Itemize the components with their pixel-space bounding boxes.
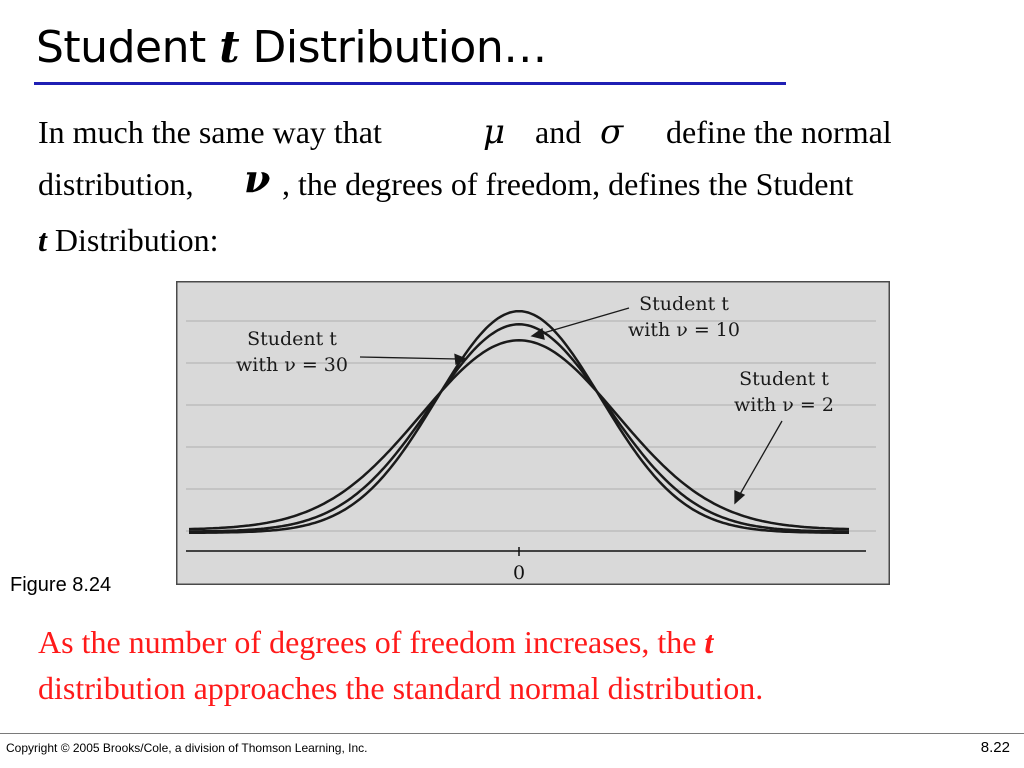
slide-title: [36, 22, 547, 73]
title-suffix: Distribution…: [239, 22, 547, 73]
sigma-symbol: σ: [600, 112, 624, 152]
label-nu-10-line1: Student t: [639, 293, 729, 315]
title-prefix: Student: [36, 22, 220, 73]
conclusion-line-1-text: As the number of degrees of freedom increases, the: [38, 624, 705, 660]
figure-caption: Figure 8.24: [10, 574, 112, 596]
conclusion-line-1: [38, 624, 713, 661]
label-nu-2-line2: with ν = 2: [734, 394, 834, 416]
intro-t: t: [38, 222, 47, 258]
label-nu-30-line1: Student t: [247, 328, 337, 350]
intro-line-3-text: Distribution:: [46, 222, 219, 258]
title-underline: [34, 82, 786, 85]
copyright-notice: Copyright © 2005 Brooks/Cole, a division of Thomson Learning, Inc.: [6, 741, 368, 755]
nu-symbol: ν: [244, 156, 271, 201]
conclusion-line-2: distribution approaches the standard normal distribution.: [38, 670, 764, 706]
t-distribution-figure: [176, 281, 890, 585]
intro-line-2-start: distribution,: [38, 166, 194, 202]
intro-line-2-end: , the degrees of freedom, defines the Student: [282, 166, 854, 202]
intro-and: and: [535, 114, 582, 150]
label-nu-2-line1: Student t: [739, 368, 829, 390]
intro-line-1-end: define the normal: [666, 114, 892, 150]
intro-line-3: [38, 222, 218, 259]
label-nu-10-line2: with ν = 10: [628, 319, 740, 341]
intro-line-1: In much the same way that: [38, 114, 382, 150]
footer-divider: [0, 733, 1024, 734]
title-t: t: [219, 22, 240, 73]
conclusion-t: t: [704, 624, 714, 660]
mu-symbol: μ: [483, 112, 506, 152]
zero-label: 0: [512, 562, 526, 584]
label-nu-30-line2: with ν = 30: [236, 354, 348, 376]
slide-number: 8.22: [980, 739, 1010, 756]
